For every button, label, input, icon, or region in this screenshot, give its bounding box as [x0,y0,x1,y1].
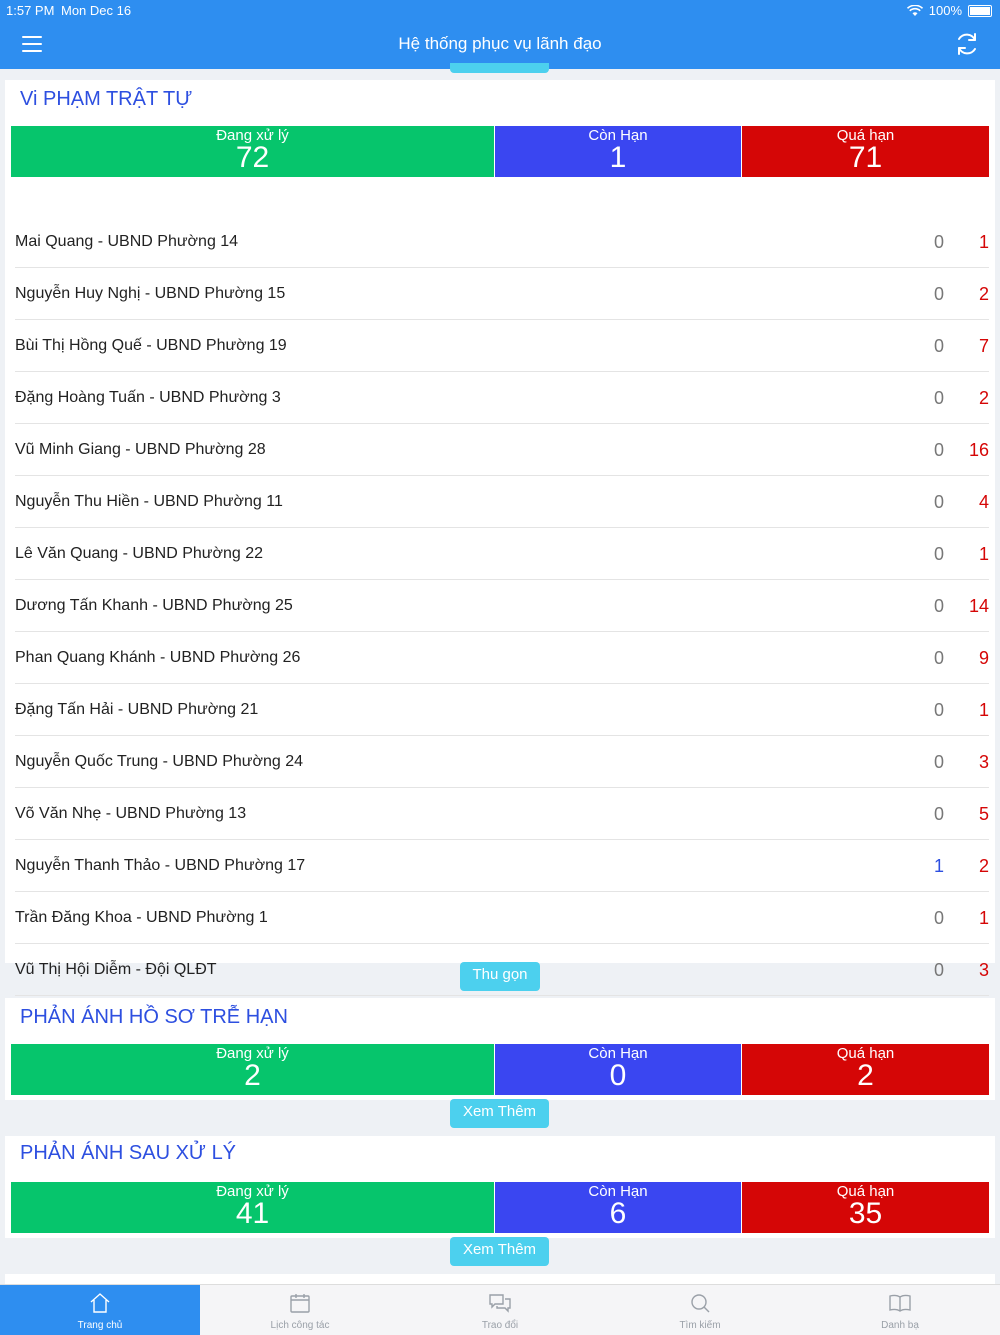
battery-percent: 100% [928,3,962,18]
count-overdue: 1 [978,544,989,564]
count-overdue: 7 [978,336,989,356]
count-remaining: 0 [933,804,944,824]
stats-bar [11,126,989,177]
count-remaining: 0 [933,596,944,616]
collapse-handle[interactable] [450,63,549,73]
count-overdue: 3 [978,960,989,980]
status-bar [0,0,1000,20]
count-remaining: 0 [933,752,944,772]
count-overdue: 1 [978,232,989,252]
officer-name: Nguyễn Huy Nghị - UBND Phường 15 [15,285,286,302]
home-icon [88,1291,112,1315]
wifi-icon [907,5,923,17]
battery-icon [968,5,992,17]
count-remaining: 0 [933,908,944,928]
officer-list [15,216,989,996]
list-item[interactable] [15,632,989,684]
stat-remaining[interactable]: Còn Hạn 0 [495,1044,741,1095]
list-item[interactable] [15,476,989,528]
stat-overdue[interactable]: Quá hạn 2 [742,1044,989,1095]
list-item[interactable] [15,320,989,372]
section-title: Vi PHẠM TRẬT TỰ [20,88,193,110]
list-item[interactable] [15,372,989,424]
stat-processing[interactable]: Đang xử lý 72 [11,126,494,177]
officer-name: Đặng Tấn Hải - UBND Phường 21 [15,701,259,718]
count-overdue: 3 [978,752,989,772]
tab-trang-chu[interactable]: Trang chủ [0,1285,200,1335]
section-title: PHẢN ÁNH SAU XỬ LÝ [20,1142,237,1164]
nav-bar [0,20,1000,69]
count-remaining: 0 [933,492,944,512]
list-item[interactable] [15,528,989,580]
officer-name: Võ Văn Nhẹ - UBND Phường 13 [15,805,247,822]
count-remaining: 0 [933,232,944,252]
officer-name: Nguyễn Thu Hiền - UBND Phường 11 [15,493,283,510]
chat-icon [488,1291,512,1315]
see-more-button[interactable]: Xem Thêm [450,1237,549,1266]
stat-overdue[interactable]: Quá hạn 71 [742,126,989,177]
tab-lich-cong-tac[interactable]: Lịch công tác [200,1285,400,1335]
list-item[interactable] [15,892,989,944]
list-item[interactable] [15,788,989,840]
count-remaining: 0 [933,336,944,356]
count-remaining: 0 [933,960,944,980]
officer-name: Nguyễn Thanh Thảo - UBND Phường 17 [15,857,306,874]
count-remaining: 0 [933,440,944,460]
list-item[interactable] [15,268,989,320]
count-overdue: 9 [978,648,989,668]
count-overdue: 16 [968,440,989,460]
list-item[interactable] [15,840,989,892]
refresh-icon[interactable] [954,31,980,57]
tab-tim-kiem[interactable]: Tìm kiếm [600,1285,800,1335]
count-overdue: 5 [978,804,989,824]
officer-name: Dương Tấn Khanh - UBND Phường 25 [15,597,293,614]
officer-name: Nguyễn Quốc Trung - UBND Phường 24 [15,753,304,770]
count-overdue: 2 [978,388,989,408]
stat-processing[interactable]: Đang xử lý 41 [11,1182,494,1233]
officer-name: Đặng Hoàng Tuấn - UBND Phường 3 [15,389,281,406]
list-item[interactable] [15,424,989,476]
officer-name: Vũ Minh Giang - UBND Phường 28 [15,441,266,458]
page-title: Hệ thống phục vụ lãnh đạo [398,34,602,53]
search-icon [688,1291,712,1315]
section-phan-anh-ho-so-tre-han [5,998,995,1100]
section-phan-anh-sau-xu-ly [5,1136,995,1238]
stat-processing[interactable]: Đang xử lý 2 [11,1044,494,1095]
tab-bar [0,1284,1000,1335]
officer-name: Lê Văn Quang - UBND Phường 22 [15,545,264,562]
stats-bar [11,1182,989,1233]
count-overdue: 2 [978,856,989,876]
list-item[interactable] [15,580,989,632]
count-remaining: 0 [933,544,944,564]
count-overdue: 2 [978,284,989,304]
status-date: Mon Dec 16 [61,3,132,18]
count-remaining: 1 [933,856,944,876]
officer-name: Mai Quang - UBND Phường 14 [15,233,239,250]
officer-name: Vũ Thị Hội Diễm - Đội QLĐT [15,961,217,978]
stat-remaining[interactable]: Còn Hạn 1 [495,126,741,177]
count-remaining: 0 [933,700,944,720]
count-remaining: 0 [933,284,944,304]
tab-danh-ba[interactable]: Danh bạ [800,1285,1000,1335]
list-item[interactable] [15,216,989,268]
calendar-icon [288,1291,312,1315]
stats-bar [11,1044,989,1095]
count-remaining: 0 [933,388,944,408]
officer-name: Bùi Thị Hồng Quế - UBND Phường 19 [15,337,287,354]
count-overdue: 14 [968,596,989,616]
section-title: PHẢN ÁNH HỒ SƠ TRỄ HẠN [20,1006,288,1028]
stat-remaining[interactable]: Còn Hạn 6 [495,1182,741,1233]
count-overdue: 1 [978,700,989,720]
list-item[interactable] [15,736,989,788]
officer-name: Trần Đăng Khoa - UBND Phường 1 [15,909,268,926]
count-overdue: 4 [978,492,989,512]
collapse-button[interactable]: Thu gọn [460,962,540,991]
stat-overdue[interactable]: Quá hạn 35 [742,1182,989,1233]
officer-name: Phan Quang Khánh - UBND Phường 26 [15,649,301,666]
book-icon [888,1291,912,1315]
count-overdue: 1 [978,908,989,928]
list-item[interactable] [15,684,989,736]
see-more-button[interactable]: Xem Thêm [450,1099,549,1128]
status-time: 1:57 PM [6,3,55,18]
count-remaining: 0 [933,648,944,668]
tab-trao-doi[interactable]: Trao đổi [400,1285,600,1335]
